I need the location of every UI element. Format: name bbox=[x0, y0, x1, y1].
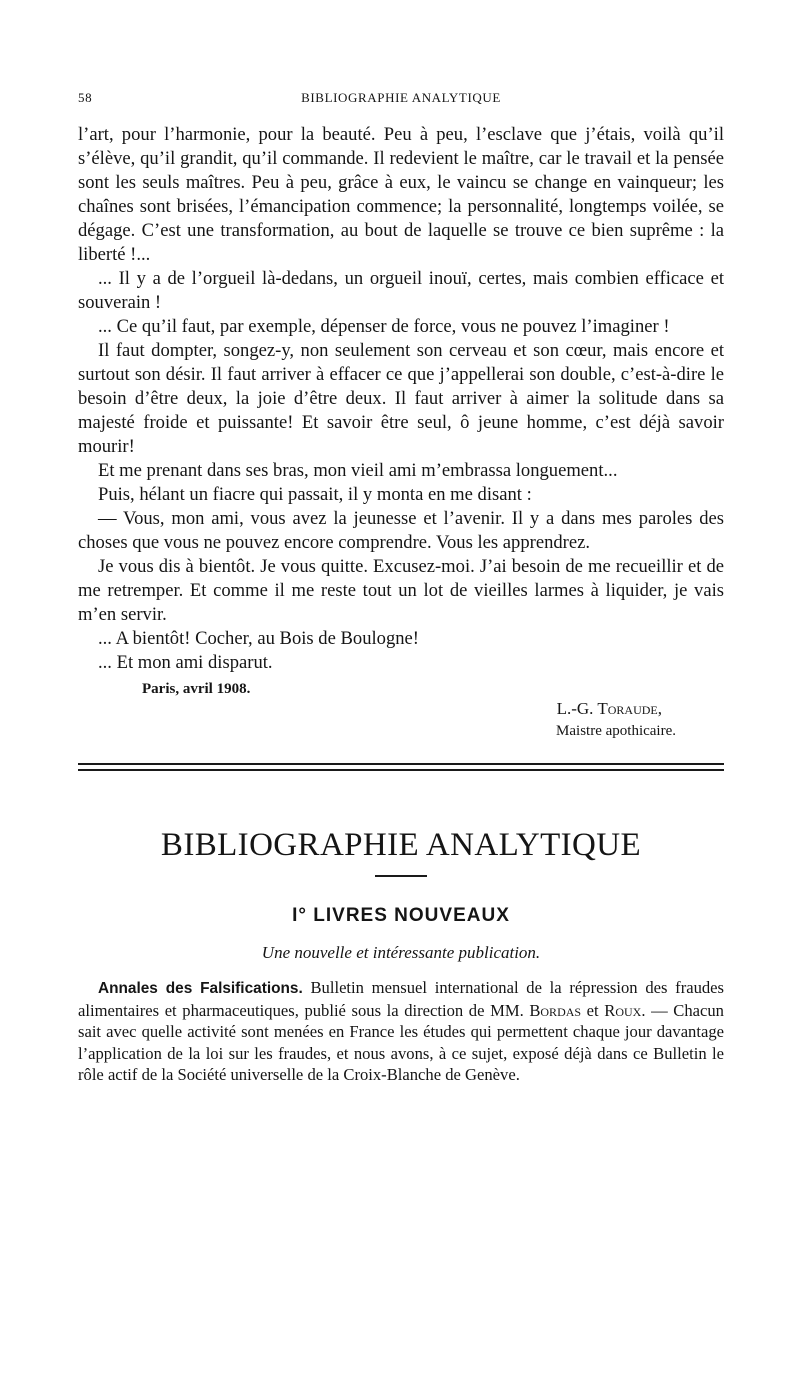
section-rule bbox=[375, 875, 427, 877]
paragraph: ... A bientôt! Cocher, au Bois de Boulogne! bbox=[98, 628, 419, 649]
rule-line bbox=[78, 769, 724, 771]
paragraph: ... Ce qu’il faut, par exemple, dépenser de force, vous ne pouvez l’imaginer ! bbox=[98, 316, 670, 337]
entry-title: Annales des Falsifications. bbox=[98, 980, 303, 997]
running-title: BIBLIOGRAPHIE ANALYTIQUE bbox=[301, 90, 501, 105]
double-rule bbox=[78, 763, 724, 771]
author-title: Maistre apothicaire. bbox=[556, 723, 676, 739]
page bbox=[78, 90, 724, 1102]
bibliography-entry bbox=[78, 977, 724, 1086]
paragraph: — Vous, mon ami, vous avez la jeunesse et l’avenir. Il y a dans mes paroles des choses que vous ne pouvez encore comprendre. Vous les apprendrez. bbox=[78, 508, 724, 553]
paragraph: ... Et mon ami disparut. bbox=[98, 652, 273, 673]
paragraph: l’art, pour l’harmonie, pour la beauté. Peu à peu, l’esclave que j’étais, voilà qu’il s’élève, qu’il grandit, qu’il commande. Il redevient le maître, car le travail et la pensée sont les seuls maîtres. Peu à peu, grâce à eux, le vaincu se change en vainqueur; les chaînes sont brisées, l’émancipation commence; la personnalité, longtemps voilée, se dégage. C’est une transformation, au bout de laquelle se trouve ce bien suprême : la liberté !... bbox=[78, 124, 724, 265]
section-title: BIBLIOGRAPHIE ANALYTIQUE bbox=[160, 827, 642, 863]
paragraph: Puis, hélant un fiacre qui passait, il y monta en me disant : bbox=[98, 484, 532, 505]
editor-name: Roux bbox=[604, 1000, 642, 1020]
subheading: I° LIVRES NOUVEAUX bbox=[292, 905, 510, 926]
editor-name: Bordas bbox=[529, 1000, 582, 1020]
paragraph: Et me prenant dans ses bras, mon vieil ami m’embrassa longuement... bbox=[98, 460, 618, 481]
paragraph: Il faut dompter, songez-y, non seulement son cerveau et son cœur, mais encore et surtout son désir. Il faut arriver à effacer ce que j’appellerai son double, c’est-à-dire le besoin d’être deux, la joie d’être deux. Il faut arriver à aimer la solitude dans sa majesté froide et puissante! Et savoir être seul, ô jeune homme, c’est déjà savoir mourir! bbox=[78, 340, 724, 457]
rule-line bbox=[78, 763, 724, 765]
signature-block bbox=[78, 681, 724, 745]
entry-text: . — Chacun sait avec quelle activité sont menées en France les études qui permettent chaque jour davantage l’application de la loi sur les fraudes, et nous avons, à ce sujet, exposé déjà dans ce Bulletin le rôle actif de la Société universelle de la Croix-Blanche de Genève. bbox=[78, 1000, 724, 1084]
author-name: L.-G. Toraude, bbox=[556, 699, 662, 718]
running-head bbox=[78, 90, 724, 110]
entry-text: et bbox=[581, 1000, 605, 1020]
page-number: 58 bbox=[78, 90, 93, 105]
paragraph: Je vous dis à bientôt. Je vous quitte. Excusez-moi. J’ai besoin de me recueillir et de me retremper. Et comme il me reste tout un lot de vieilles larmes à liquider, je vais m’en servir. bbox=[78, 556, 724, 625]
paragraph: ... Il y a de l’orgueil là-dedans, un orgueil inouï, certes, mais combien efficace et souverain ! bbox=[78, 268, 724, 313]
tagline: Une nouvelle et intéressante publication. bbox=[261, 943, 541, 962]
entry-text: Bulletin mensuel international de la répression des fraudes alimentaires et pharmaceutiques, publié sous la direction de MM. bbox=[78, 978, 725, 1020]
place-date: Paris, avril 1908. bbox=[142, 681, 251, 697]
body-text bbox=[78, 123, 724, 675]
